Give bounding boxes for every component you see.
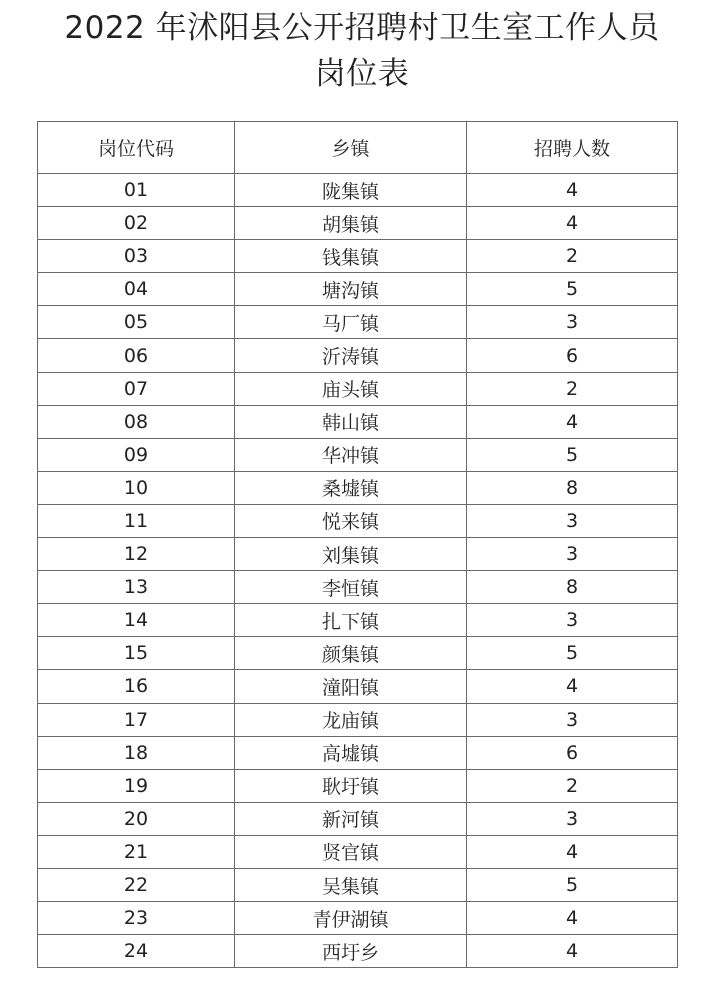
cell-recruit-count: 4 bbox=[467, 835, 678, 868]
table-row bbox=[38, 405, 678, 438]
cell-township: 潼阳镇 bbox=[235, 670, 467, 703]
cell-township: 扎下镇 bbox=[235, 604, 467, 637]
cell-recruit-count: 5 bbox=[467, 438, 678, 471]
cell-recruit-count: 4 bbox=[467, 174, 678, 207]
table-row bbox=[38, 670, 678, 703]
cell-township: 华冲镇 bbox=[235, 438, 467, 471]
cell-township: 耿圩镇 bbox=[235, 769, 467, 802]
cell-township: 贤官镇 bbox=[235, 835, 467, 868]
cell-recruit-count: 4 bbox=[467, 902, 678, 935]
header-recruit-count: 招聘人数 bbox=[467, 122, 678, 174]
cell-position-code: 23 bbox=[38, 902, 235, 935]
cell-township: 沂涛镇 bbox=[235, 339, 467, 372]
table-row bbox=[38, 504, 678, 537]
cell-township: 陇集镇 bbox=[235, 174, 467, 207]
cell-township: 钱集镇 bbox=[235, 240, 467, 273]
cell-township: 西圩乡 bbox=[235, 935, 467, 968]
table-row bbox=[38, 935, 678, 968]
table-row bbox=[38, 835, 678, 868]
table-row bbox=[38, 438, 678, 471]
table-row bbox=[38, 471, 678, 504]
cell-township: 青伊湖镇 bbox=[235, 902, 467, 935]
cell-position-code: 19 bbox=[38, 769, 235, 802]
cell-township: 刘集镇 bbox=[235, 538, 467, 571]
table-row bbox=[38, 339, 678, 372]
cell-recruit-count: 8 bbox=[467, 471, 678, 504]
header-position-code: 岗位代码 bbox=[38, 122, 235, 174]
cell-recruit-count: 6 bbox=[467, 736, 678, 769]
cell-recruit-count: 3 bbox=[467, 703, 678, 736]
cell-position-code: 21 bbox=[38, 835, 235, 868]
cell-recruit-count: 5 bbox=[467, 637, 678, 670]
table-row bbox=[38, 769, 678, 802]
cell-recruit-count: 3 bbox=[467, 504, 678, 537]
table-row bbox=[38, 604, 678, 637]
table-row bbox=[38, 868, 678, 901]
cell-township: 龙庙镇 bbox=[235, 703, 467, 736]
table-header bbox=[38, 122, 678, 174]
cell-position-code: 05 bbox=[38, 306, 235, 339]
cell-recruit-count: 3 bbox=[467, 604, 678, 637]
cell-township: 塘沟镇 bbox=[235, 273, 467, 306]
cell-recruit-count: 2 bbox=[467, 372, 678, 405]
cell-township: 新河镇 bbox=[235, 802, 467, 835]
cell-position-code: 07 bbox=[38, 372, 235, 405]
cell-position-code: 12 bbox=[38, 538, 235, 571]
cell-recruit-count: 3 bbox=[467, 538, 678, 571]
cell-position-code: 18 bbox=[38, 736, 235, 769]
cell-position-code: 08 bbox=[38, 405, 235, 438]
cell-position-code: 20 bbox=[38, 802, 235, 835]
cell-recruit-count: 2 bbox=[467, 769, 678, 802]
cell-township: 马厂镇 bbox=[235, 306, 467, 339]
cell-recruit-count: 5 bbox=[467, 273, 678, 306]
cell-position-code: 06 bbox=[38, 339, 235, 372]
cell-township: 李恒镇 bbox=[235, 571, 467, 604]
table-row bbox=[38, 174, 678, 207]
cell-position-code: 10 bbox=[38, 471, 235, 504]
table-row bbox=[38, 306, 678, 339]
cell-recruit-count: 2 bbox=[467, 240, 678, 273]
cell-township: 庙头镇 bbox=[235, 372, 467, 405]
cell-township: 桑墟镇 bbox=[235, 471, 467, 504]
cell-recruit-count: 4 bbox=[467, 670, 678, 703]
cell-township: 颜集镇 bbox=[235, 637, 467, 670]
table-row bbox=[38, 637, 678, 670]
table-row bbox=[38, 703, 678, 736]
cell-recruit-count: 5 bbox=[467, 868, 678, 901]
cell-recruit-count: 3 bbox=[467, 306, 678, 339]
cell-position-code: 01 bbox=[38, 174, 235, 207]
positions-table bbox=[37, 121, 678, 968]
cell-township: 吴集镇 bbox=[235, 868, 467, 901]
cell-position-code: 24 bbox=[38, 935, 235, 968]
cell-position-code: 04 bbox=[38, 273, 235, 306]
cell-recruit-count: 4 bbox=[467, 935, 678, 968]
table-row bbox=[38, 802, 678, 835]
cell-recruit-count: 4 bbox=[467, 207, 678, 240]
document-title: 2022 年沭阳县公开招聘村卫生室工作人员 bbox=[64, 10, 660, 46]
table-row bbox=[38, 207, 678, 240]
cell-township: 韩山镇 bbox=[235, 405, 467, 438]
table-body bbox=[38, 174, 678, 968]
cell-position-code: 02 bbox=[38, 207, 235, 240]
table-row bbox=[38, 538, 678, 571]
cell-recruit-count: 6 bbox=[467, 339, 678, 372]
header-township: 乡镇 bbox=[235, 122, 467, 174]
table-row bbox=[38, 240, 678, 273]
cell-position-code: 11 bbox=[38, 504, 235, 537]
table-header-row bbox=[38, 122, 678, 174]
table-row bbox=[38, 372, 678, 405]
cell-position-code: 16 bbox=[38, 670, 235, 703]
cell-position-code: 14 bbox=[38, 604, 235, 637]
cell-township: 高墟镇 bbox=[235, 736, 467, 769]
cell-position-code: 17 bbox=[38, 703, 235, 736]
cell-position-code: 09 bbox=[38, 438, 235, 471]
table-row bbox=[38, 902, 678, 935]
cell-recruit-count: 8 bbox=[467, 571, 678, 604]
table-row bbox=[38, 571, 678, 604]
cell-position-code: 13 bbox=[38, 571, 235, 604]
document-subtitle: 岗位表 bbox=[314, 56, 410, 92]
cell-position-code: 15 bbox=[38, 637, 235, 670]
cell-position-code: 03 bbox=[38, 240, 235, 273]
table-row bbox=[38, 273, 678, 306]
cell-recruit-count: 3 bbox=[467, 802, 678, 835]
cell-position-code: 22 bbox=[38, 868, 235, 901]
cell-township: 悦来镇 bbox=[235, 504, 467, 537]
table-row bbox=[38, 736, 678, 769]
cell-township: 胡集镇 bbox=[235, 207, 467, 240]
cell-recruit-count: 4 bbox=[467, 405, 678, 438]
